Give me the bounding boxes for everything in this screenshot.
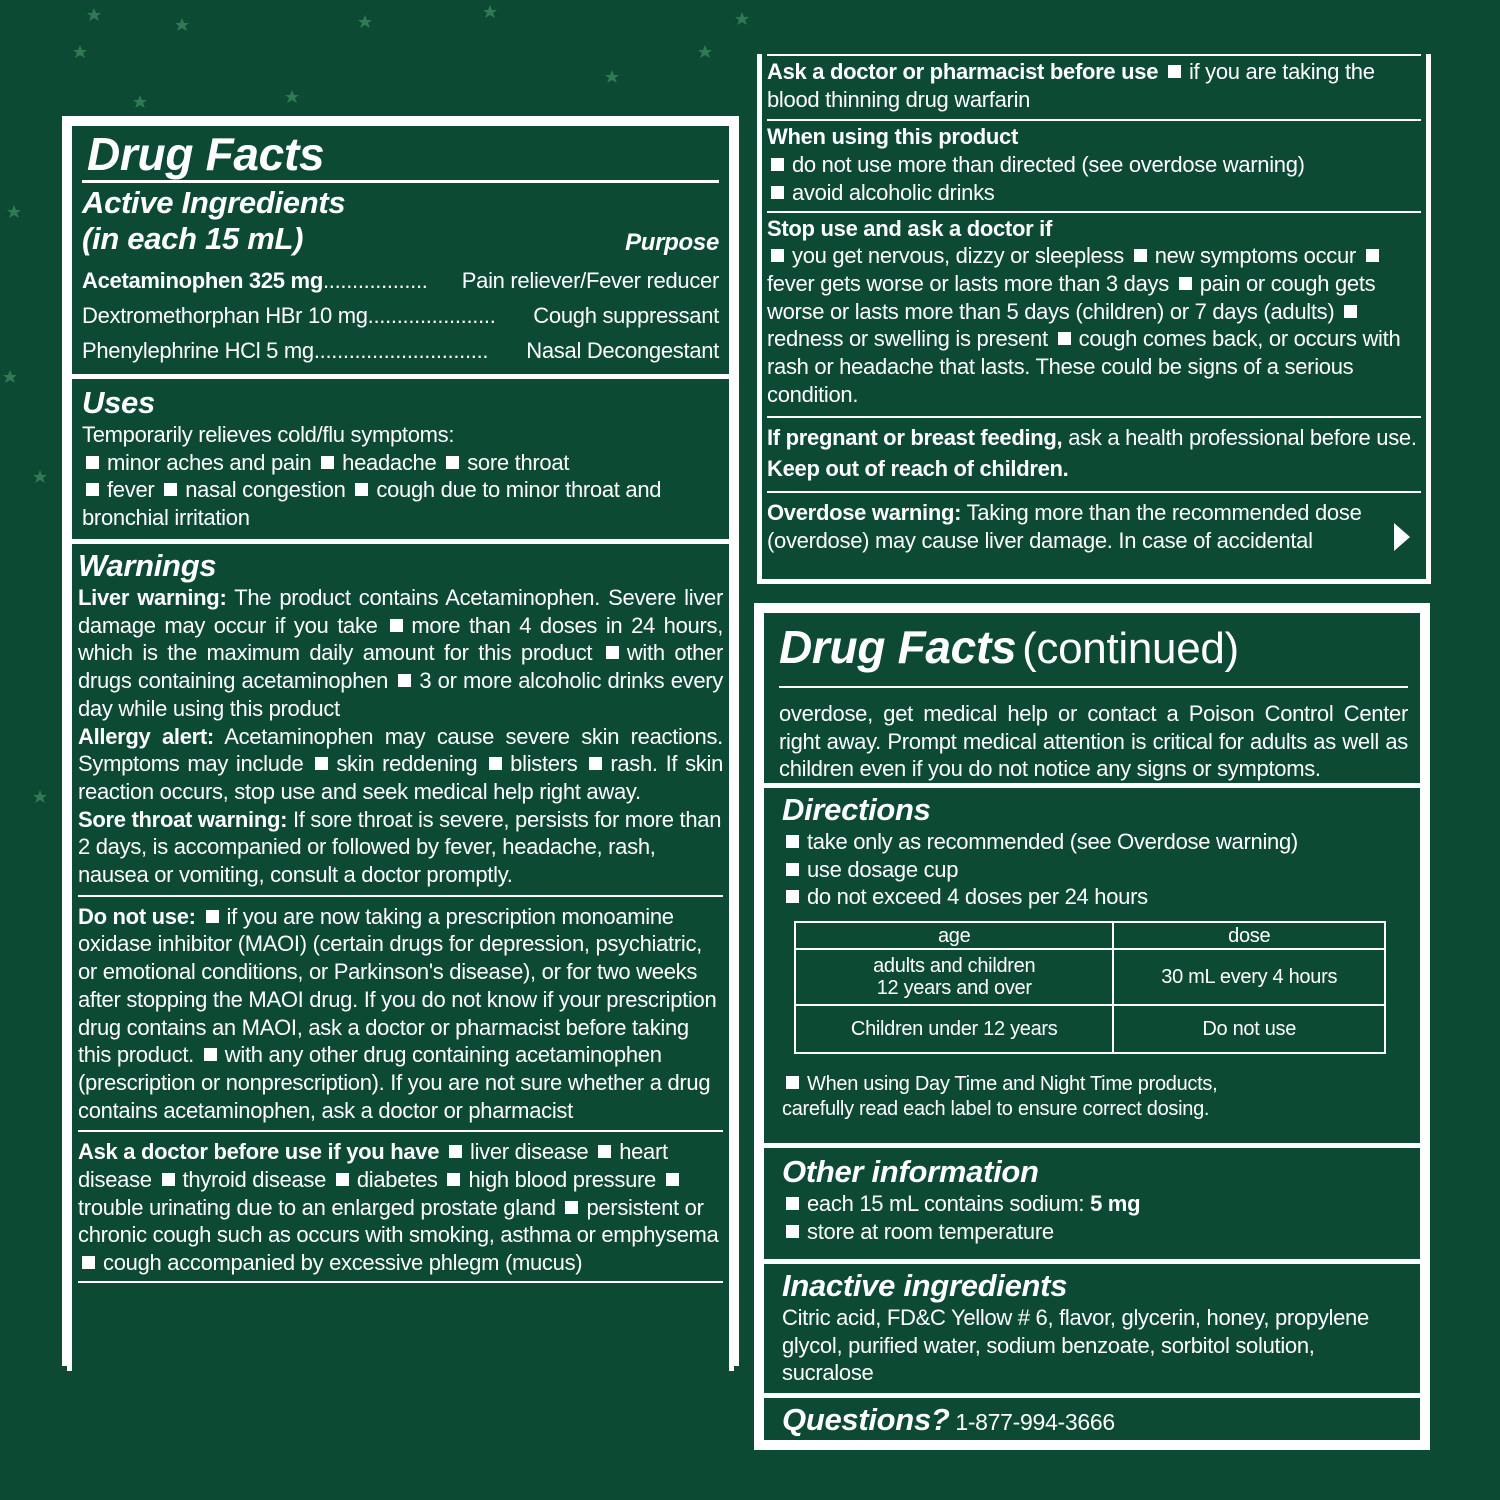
stop-use-item: fever gets worse or lasts more than 3 days <box>767 270 1169 296</box>
bullet-icon <box>321 456 334 469</box>
star-icon <box>87 8 101 21</box>
other-info-box <box>759 1143 1425 1259</box>
do-not-use-item: if you are now taking a prescription monoamine oxidase inhibitor (MAOI) (certain drugs for depression, psychiatric, or emotional conditions, or Parkinson's disease), or for two weeks after stopping the MAOI drug. If you do not know if your prescription drug contains an MAOI, ask a doctor or pharmacist before taking this product. <box>78 903 717 1068</box>
bullet-icon <box>771 186 784 199</box>
star-icon <box>73 45 87 58</box>
ingredient-name: Phenylephrine HCl 5 mg <box>82 338 314 363</box>
uses-box <box>67 374 734 539</box>
use-item: sore throat <box>467 449 570 475</box>
bullet-icon <box>336 1173 349 1186</box>
star-icon <box>605 70 619 83</box>
bullet-icon <box>206 910 219 923</box>
ask-doctor-label: Ask a doctor before use if you have <box>78 1139 440 1165</box>
allergy-item: skin reddening <box>336 751 478 777</box>
when-using-item: avoid alcoholic drinks <box>792 179 995 205</box>
other-info-item: store at room temperature <box>807 1218 1054 1244</box>
drug-facts-title: Drug Facts <box>779 621 1017 673</box>
stop-use <box>767 215 1421 409</box>
direction-item: use dosage cup <box>807 856 959 882</box>
table-header-dose: dose <box>1113 922 1385 949</box>
allergy-text: Acetaminophen may cause severe skin reactions. Symptoms may include <box>78 723 723 777</box>
purpose-label: Purpose <box>625 229 719 257</box>
leader-dots: .................. <box>322 268 428 293</box>
drug-facts-panel-right-top <box>757 54 1431 584</box>
bullet-icon <box>786 1197 799 1210</box>
active-ingredients-heading: Active Ingredients <box>82 185 346 220</box>
bullet-icon <box>162 1173 175 1186</box>
bullet-icon <box>771 158 784 171</box>
bullet-icon <box>606 646 619 659</box>
condition-item: diabetes <box>356 1167 438 1193</box>
use-item: nasal congestion <box>185 477 346 503</box>
ask-pharmacist-label: Ask a doctor or pharmacist before use <box>767 59 1159 84</box>
condition-item: cough accompanied by excessive phlegm (mucus) <box>103 1250 583 1276</box>
use-item: minor aches and pain <box>107 449 312 475</box>
condition-item: liver disease <box>469 1139 589 1165</box>
continue-arrow-icon <box>1394 523 1410 551</box>
liver-item: 3 or more alcoholic drinks every day while using this product <box>78 668 724 721</box>
star-icon <box>483 5 497 18</box>
inactive-heading: Inactive ingredients <box>782 1268 1068 1303</box>
condition-item: trouble urinating due to an enlarged prostate gland <box>78 1194 556 1220</box>
inactive-ingredients-box <box>759 1259 1425 1393</box>
leader-dots: .............................. <box>313 338 489 363</box>
ingredient-row <box>82 263 719 298</box>
stop-use-label: Stop use and ask a doctor if <box>767 215 1052 241</box>
inactive-text: Citric acid, FD&C Yellow # 6, flavor, glycerin, honey, propylene glycol, purified water, sodium benzoate, sorbitol solution, sucralose <box>782 1305 1369 1386</box>
liver-item: more than 4 doses in 24 hours, which is the maximum daily amount for this product <box>78 612 724 666</box>
sore-throat-warning <box>78 806 723 889</box>
direction-item: do not exceed 4 doses per 24 hours <box>807 884 1148 910</box>
ask-doctor <box>78 1138 723 1277</box>
condition-item: thyroid disease <box>182 1167 327 1193</box>
other-info-heading: Other information <box>782 1154 1039 1189</box>
bullet-icon <box>355 483 368 496</box>
when-using-item: do not use more than directed (see overdose warning) <box>792 152 1305 178</box>
when-using <box>767 123 1421 206</box>
pregnancy-warning <box>767 424 1421 452</box>
condition-item: heart disease <box>78 1139 668 1193</box>
ask-pharmacist-text: if you are taking the blood thinning drug warfarin <box>767 59 1375 112</box>
bullet-icon <box>164 483 177 496</box>
questions-label: Questions? <box>782 1402 950 1437</box>
star-icon <box>358 15 372 28</box>
bullet-icon <box>1179 277 1192 290</box>
do-not-use-label: Do not use: <box>78 903 196 929</box>
pregnancy-text: ask a health professional before use. <box>1068 425 1417 451</box>
dosage-table <box>794 921 1386 1054</box>
star-icon <box>33 470 47 483</box>
bullet-icon <box>589 757 602 770</box>
bullet-icon <box>204 1048 217 1061</box>
star-icon <box>175 18 189 31</box>
bullet-icon <box>489 757 502 770</box>
overdose-warning <box>767 499 1421 554</box>
table-row <box>795 1005 1385 1053</box>
direction-item: take only as recommended (see Overdose warning) <box>807 829 1298 854</box>
active-ingredients-subheading: (in each 15 mL) <box>82 221 304 256</box>
bullet-icon <box>786 1076 799 1089</box>
liver-item: with other drugs containing acetaminophen <box>78 640 724 694</box>
questions-box <box>759 1393 1425 1445</box>
do-not-use-item: with any other drug containing acetaminophen (prescription or nonprescription). If you are not sure whether a drug contains acetaminophen, ask a doctor or pharmacist <box>78 1042 711 1123</box>
drug-facts-panel-right-bottom <box>754 603 1430 1450</box>
bullet-icon <box>86 456 99 469</box>
star-icon <box>3 370 17 383</box>
age-line: 12 years and over <box>876 977 1032 1000</box>
title-suffix: (continued) <box>1022 624 1239 673</box>
other-info-item: each 15 mL contains sodium: <box>807 1191 1085 1216</box>
ingredient-name: Dextromethorphan HBr 10 mg <box>82 303 368 328</box>
use-item: cough due to minor throat and <box>376 477 662 503</box>
directions-box <box>759 783 1425 1143</box>
bullet-icon <box>565 1201 578 1214</box>
bullet-icon <box>447 1173 460 1186</box>
table-cell-dose: 30 mL every 4 hours <box>1113 949 1385 1005</box>
ingredient-purpose: Cough suppressant <box>533 303 719 328</box>
questions-phone[interactable]: 1-877-994-3666 <box>955 1409 1115 1435</box>
uses-intro: Temporarily relieves cold/flu symptoms: <box>82 422 455 447</box>
directions-note <box>782 1072 1262 1122</box>
overdose-text: Taking more than the recommended dose (overdose) may cause liver damage. In case of accidental <box>767 499 1362 553</box>
continued-box <box>759 608 1425 783</box>
leader-dots: ...................... <box>367 303 496 328</box>
allergy-alert <box>78 723 723 806</box>
uses-list <box>82 449 719 532</box>
bullet-icon <box>1344 305 1357 318</box>
warnings-box <box>67 539 734 1371</box>
table-header-row <box>795 922 1385 949</box>
ingredient-row <box>82 298 719 333</box>
do-not-use <box>78 903 723 1125</box>
allergy-label: Allergy alert: <box>78 723 214 749</box>
table-row <box>795 949 1385 1005</box>
ingredient-purpose: Pain reliever/Fever reducer <box>461 268 719 293</box>
ingredient-row <box>82 333 719 368</box>
drug-facts-panel-left <box>62 116 739 1366</box>
stop-use-item: you get nervous, dizzy or sleepless <box>792 243 1124 269</box>
table-cell-age <box>795 949 1113 1005</box>
allergy-tail: If skin reaction occurs, stop use and seek medical help right away. <box>78 751 724 804</box>
bullet-icon <box>446 456 459 469</box>
liver-warning-label: Liver warning: <box>78 585 227 610</box>
allergy-item: blisters <box>510 751 578 777</box>
allergy-item: rash. <box>610 751 658 777</box>
bullet-icon <box>1366 249 1379 262</box>
overdose-continued: overdose, get medical help or contact a Poison Control Center right away. Prompt medical attention is critical for adults as well as children even if you do not notice any signs or symptoms. <box>779 701 1408 782</box>
keep-out-of-reach: Keep out of reach of children. <box>767 456 1069 482</box>
stop-use-item: redness or swelling is present <box>767 326 1048 352</box>
bullet-icon <box>786 1225 799 1238</box>
stop-use-item: new symptoms occur <box>1154 243 1356 269</box>
pregnancy-label: If pregnant or breast feeding, <box>767 425 1063 451</box>
use-item: headache <box>342 449 437 475</box>
use-item: fever <box>107 477 155 503</box>
bullet-icon <box>390 619 403 632</box>
sodium-value: 5 mg <box>1090 1191 1141 1216</box>
star-icon <box>285 90 299 103</box>
bullet-icon <box>1168 65 1181 78</box>
warnings-heading: Warnings <box>78 548 217 583</box>
overdose-label: Overdose warning: <box>767 499 962 525</box>
uses-heading: Uses <box>82 385 155 420</box>
drug-facts-continued-title <box>779 619 1408 684</box>
table-cell-dose: Do not use <box>1113 1005 1385 1053</box>
when-using-label: When using this product <box>767 124 1018 150</box>
condition-item: high blood pressure <box>468 1167 656 1193</box>
bullet-icon <box>786 890 799 903</box>
bullet-icon <box>598 1145 611 1158</box>
bullet-icon <box>666 1173 679 1186</box>
bullet-icon <box>1058 332 1071 345</box>
sore-throat-text: If sore throat is severe, persists for more than 2 days, is accompanied or followed by fever, headache, rash, nausea or vomiting, consult a doctor promptly. <box>78 806 722 888</box>
bullet-icon <box>786 863 799 876</box>
stop-use-item: pain or cough gets worse or lasts more than 5 days (children) or 7 days (adults) <box>767 270 1376 324</box>
bullet-icon <box>771 249 784 262</box>
star-icon <box>133 95 147 108</box>
active-ingredients-box <box>67 121 734 374</box>
bullet-icon <box>82 1256 95 1269</box>
star-icon <box>735 12 749 25</box>
bullet-icon <box>449 1145 462 1158</box>
bullet-icon <box>786 835 799 848</box>
bullet-icon <box>315 757 328 770</box>
ingredient-purpose: Nasal Decongestant <box>526 338 719 363</box>
ask-pharmacist <box>767 58 1421 113</box>
bullet-icon <box>1134 249 1147 262</box>
ingredient-name: Acetaminophen 325 mg <box>82 268 323 293</box>
bullet-icon <box>86 483 99 496</box>
liver-warning <box>78 584 723 723</box>
liver-warning-text: The product contains Acetaminophen. Severe liver damage may occur if you take <box>78 585 723 638</box>
drug-facts-title: Drug Facts <box>87 128 325 180</box>
age-line: adults and children <box>873 955 1036 978</box>
sore-throat-label: Sore throat warning: <box>78 806 288 832</box>
use-item-tail: bronchial irritation <box>82 505 250 531</box>
table-header-age: age <box>795 922 1113 949</box>
star-icon <box>33 790 47 803</box>
condition-item: persistent or chronic cough such as occurs with smoking, asthma or emphysema <box>78 1194 719 1248</box>
star-icon <box>698 45 712 58</box>
star-icon <box>7 205 21 218</box>
stop-use-item: cough comes back, or occurs with rash or headache that lasts. These could be signs of a serious condition. <box>767 326 1401 407</box>
table-cell-age: Children under 12 years <box>795 1005 1113 1053</box>
directions-heading: Directions <box>782 792 931 827</box>
directions-note-text: When using Day Time and Night Time products, carefully read each label to ensure correct dosing. <box>782 1073 1218 1121</box>
bullet-icon <box>398 674 411 687</box>
